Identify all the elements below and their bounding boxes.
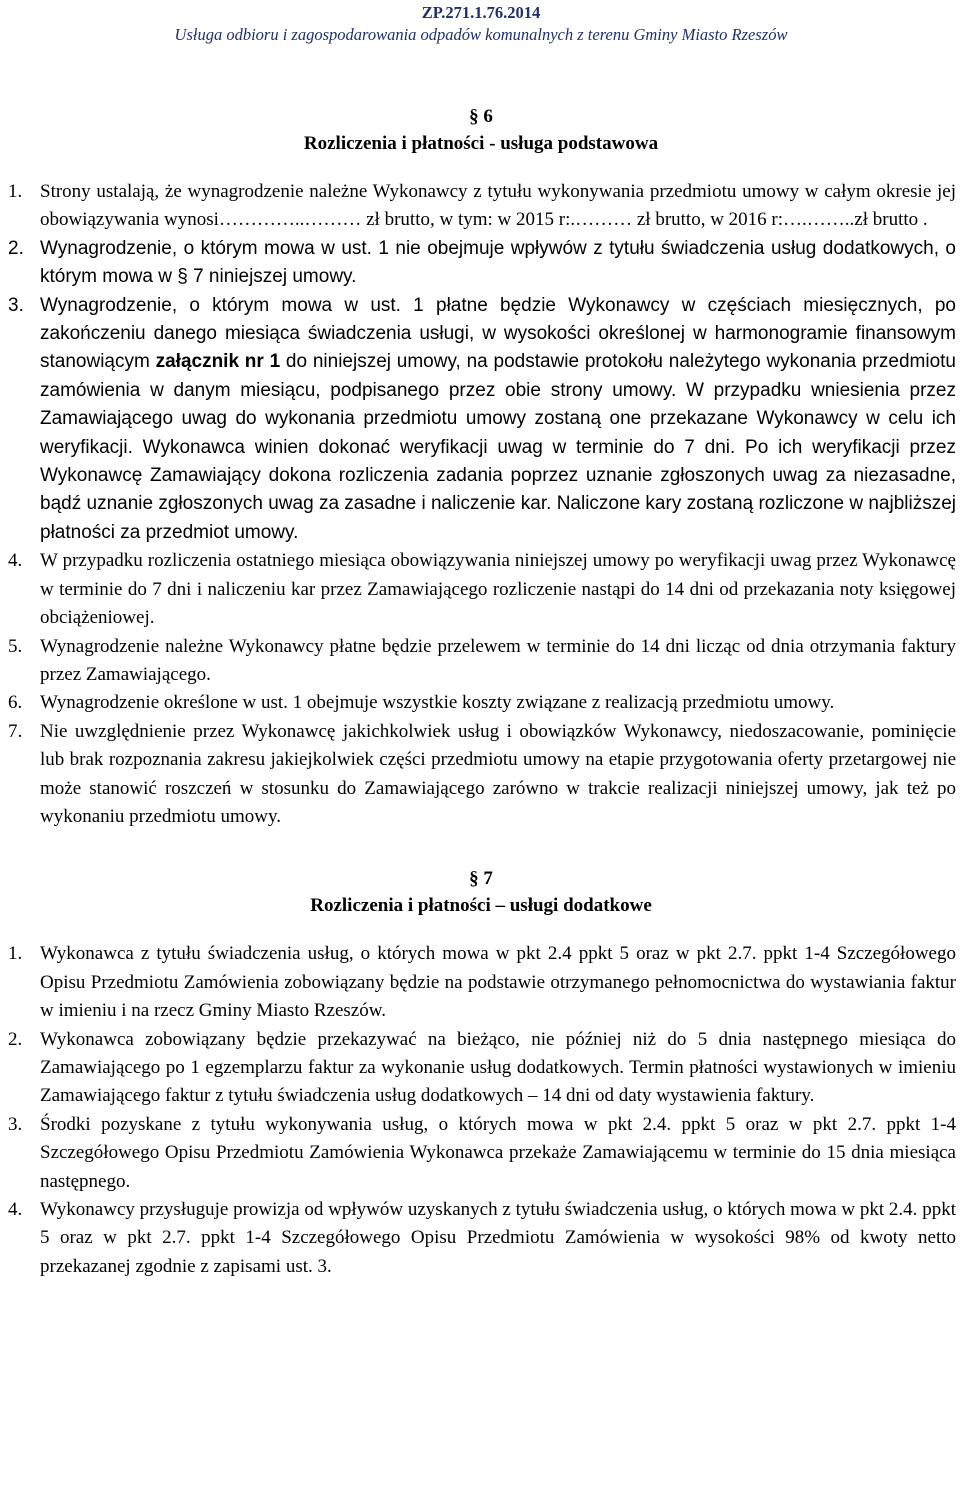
item-number: 1. — [8, 181, 23, 202]
list-item — [6, 1111, 956, 1196]
item-text: Wykonawca z tytułu świadczenia usług, o których mowa w pkt 2.4 ppkt 5 oraz w pkt 2.7. ppkt 1-4 Szczegółowego Opisu Przedmiotu Zamówienia zobowiązany będzie na podstawie otrzymanego pełnomocnictwa do wystawiania faktur w imieniu i na rzecz Gminy Miasto Rzeszów. — [40, 943, 956, 1022]
section-6-number: § 6 — [469, 106, 493, 127]
list-item — [6, 235, 956, 292]
list-item — [6, 1026, 956, 1111]
section-6-heading — [6, 103, 956, 157]
list-item — [6, 547, 956, 632]
item-number: 2. — [8, 1028, 23, 1050]
item-text: do niniejszej umowy, na podstawie protokołu należytego wykonania przedmiotu zamówienia w danym miesiącu, podpisanego przez obie strony umowy. W przypadku wniesienia przez Zamawiającego uwag do wykonania przedmiotu umowy zostaną one przekazane Wykonawcy w celu ich weryfikacji. Wykonawca winien dokonać weryfikacji uwag w terminie do 7 dni. Po ich weryfikacji przez Wykonawcę Zamawiający dokona rozliczenia zadania poprzez uznanie zgłoszonych uwag za niezasadne, bądź uznanie zgłoszonych uwag za zasadne i naliczenie kar. Naliczone kary zostaną rozliczone w najbliższej płatności za przedmiot umowy. — [40, 351, 956, 543]
item-number: 4. — [8, 550, 23, 572]
list-item — [6, 718, 956, 832]
list-item — [6, 940, 956, 1025]
item-number: 7. — [8, 720, 23, 742]
item-number: 4. — [8, 1199, 23, 1220]
item-number: 5. — [8, 635, 23, 657]
item-text: Nie uwzględnienie przez Wykonawcę jakichkolwiek usług i obowiązków Wykonawcy, niedoszacowanie, pominięcie lub brak rozpoznania zakresu jakiejkolwiek części przedmiotu umowy na etapie przygotowania oferty przetargowej nie może stanowić roszczeń w stosunku do Zamawiającego zarówno w trakcie realizacji niniejszej umowy, jak też po wykonaniu przedmiotu umowy. — [40, 720, 956, 827]
list-item — [6, 292, 956, 548]
document-header — [6, 0, 956, 46]
list-item — [6, 633, 956, 690]
item-number: 3. — [8, 1113, 23, 1135]
list-item — [6, 178, 956, 235]
item-number: 2. — [8, 237, 24, 259]
item-text: Środki pozyskane z tytułu wykonywania usług, o których mowa w pkt 2.4. ppkt 5 oraz w pkt 2.7. ppkt 1-4 Szczegółowego Opisu Przedmiotu Zamówienia Wykonawca przekaże Zamawiającemu w terminie do 15 dnia miesiąca następnego. — [40, 1113, 956, 1192]
section-7-heading — [6, 865, 956, 919]
list-item — [6, 1196, 956, 1281]
document-subtitle: Usługa odbioru i zagospodarowania odpadów komunalnych z terenu Gminy Miasto Rzeszów — [174, 25, 788, 44]
section-6-title: Rozliczenia i płatności - usługa podstawowa — [303, 133, 659, 154]
item-text: Strony ustalają, że wynagrodzenie należne Wykonawcy z tytułu wykonywania przedmiotu umowy w całym okresie jej obowiązywania wynosi…………..……… zł brutto, w tym: w 2015 r:.……… zł brutto, w 2016 r:….……..zł brutto . — [40, 181, 956, 231]
item-text: Wynagrodzenie, o którym mowa w ust. 1 płatne będzie Wykonawcy w częściach miesięcznych, po zakończeniu danego miesiąca świadczenia usługi, w wysokości określonej w harmonogramie finansowym stanowiącym — [40, 294, 956, 373]
section-7-list — [6, 940, 956, 1281]
item-text: Wynagrodzenie, o którym mowa w ust. 1 nie obejmuje wpływów z tytułu świadczenia usług dodatkowych, o którym mowa w § 7 niniejszej umowy. — [40, 237, 956, 288]
item-number: 3. — [8, 294, 24, 316]
section-7-number: § 7 — [469, 868, 493, 890]
item-text: Wykonawca zobowiązany będzie przekazywać na bieżąco, nie później niż do 5 dnia następnego miesiąca do Zamawiającego po 1 egzemplarzu faktur za wykonanie usług dodatkowych. Termin płatności wystawionych w imieniu Zamawiającego faktur z tytułu świadczenia usług dodatkowych – 14 dni od daty wystawienia faktury. — [40, 1028, 956, 1107]
item-text: Wynagrodzenie należne Wykonawcy płatne będzie przelewem w terminie do 14 dni licząc od dnia otrzymania faktury przez Zamawiającego. — [40, 635, 956, 685]
item-text: W przypadku rozliczenia ostatniego miesiąca obowiązywania niniejszej umowy po weryfikacji uwag przez Wykonawcę w terminie do 7 dni i naliczeniu kar przez Zamawiającego rozliczenie nastąpi do 14 dni od przekazania noty księgowej obciążeniowej. — [40, 550, 956, 629]
case-number: ZP.271.1.76.2014 — [421, 3, 541, 22]
item-number: 1. — [8, 943, 23, 965]
item-number: 6. — [8, 692, 23, 714]
section-6-list — [6, 178, 956, 831]
item-text: Wynagrodzenie określone w ust. 1 obejmuje wszystkie koszty związane z realizacją przedmiotu umowy. — [40, 692, 835, 714]
attachment-reference: załącznik nr 1 — [155, 351, 281, 373]
list-item — [6, 689, 956, 717]
section-7-title: Rozliczenia i płatności – usługi dodatkowe — [310, 895, 652, 917]
item-text: Wykonawcy przysługuje prowizja od wpływów uzyskanych z tytułu świadczenia usług, o których mowa w pkt 2.4. ppkt 5 oraz w pkt 2.7. ppkt 1-4 Szczegółowego Opisu Przedmiotu Zamówienia w wysokości 98% od kwoty netto przekazanej zgodnie z zapisami ust. 3. — [40, 1199, 956, 1277]
